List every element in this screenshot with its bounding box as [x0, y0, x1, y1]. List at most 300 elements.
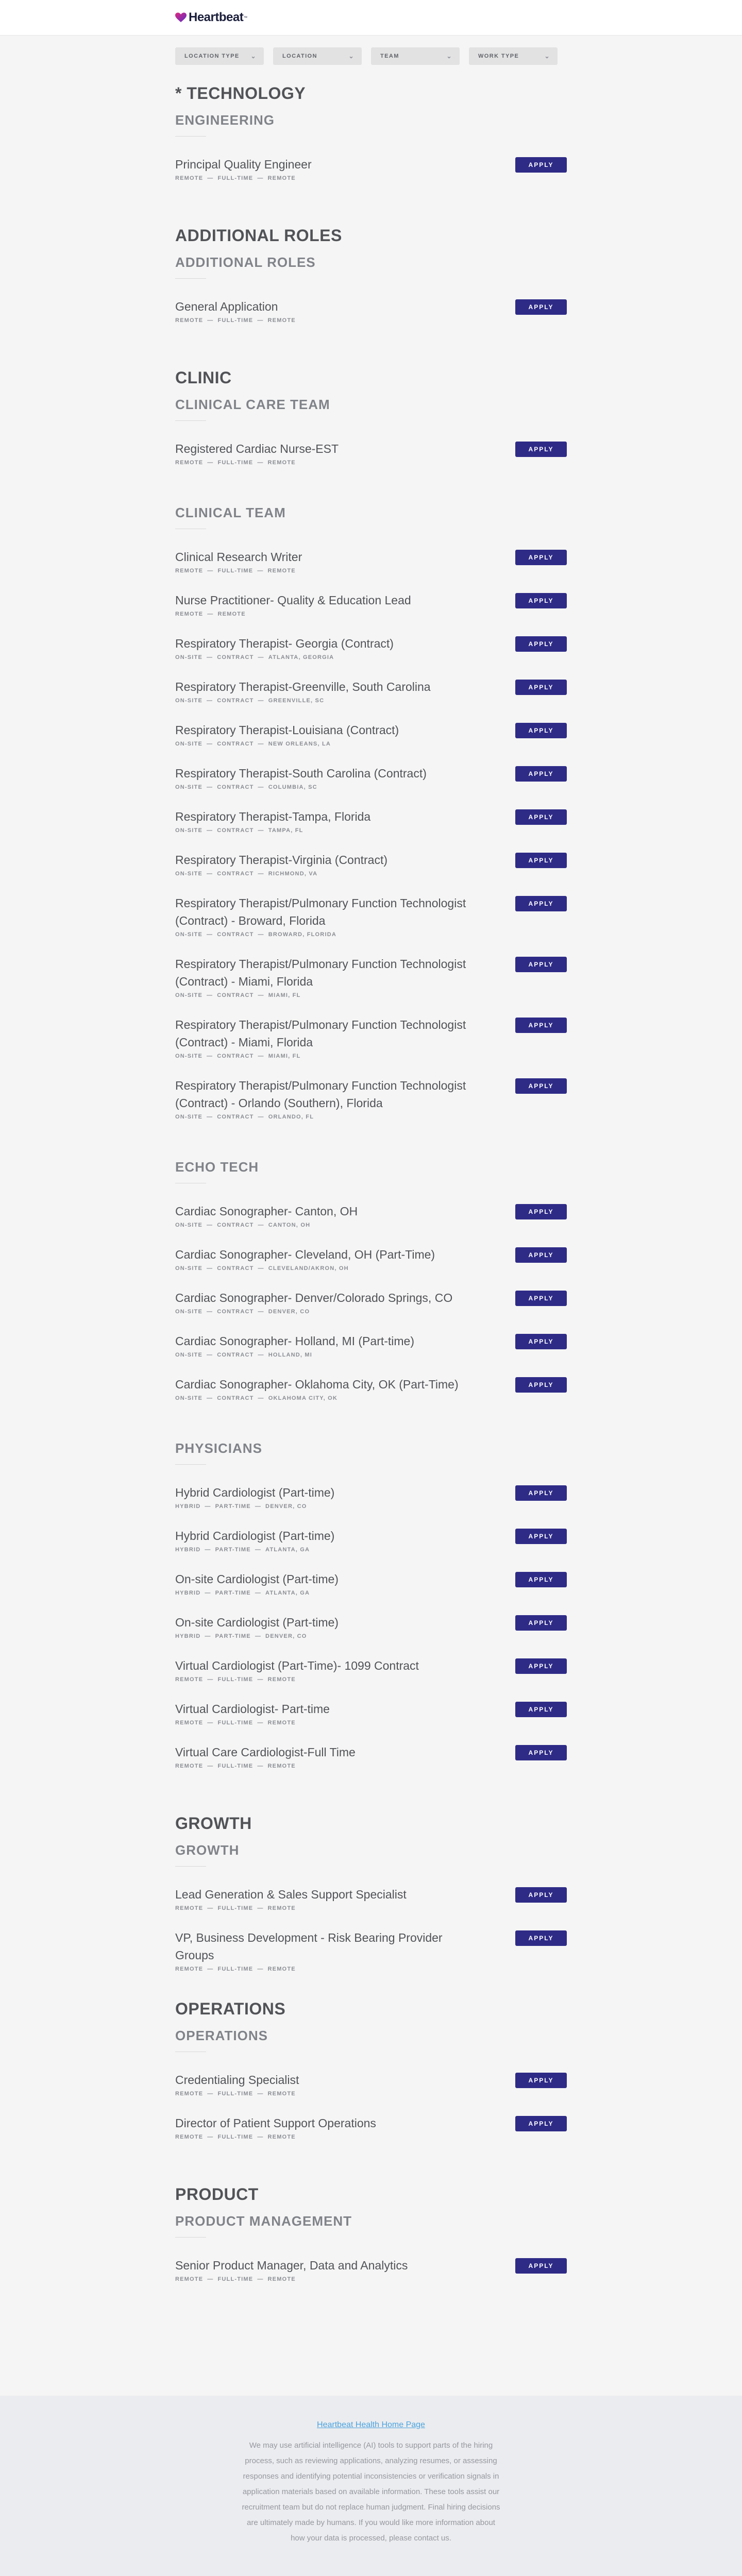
team-heading: CLINICAL CARE TEAM [175, 397, 330, 412]
meta-value: REMOTE [267, 460, 296, 466]
meta-separator: — [207, 1395, 213, 1401]
meta-separator: — [255, 1590, 262, 1596]
apply-button[interactable]: APPLY [515, 299, 567, 315]
meta-value: CONTRACT [217, 1114, 254, 1120]
job-posting[interactable] [175, 1332, 567, 1358]
meta-separator: — [258, 992, 264, 998]
job-posting[interactable] [175, 765, 567, 790]
meta-separator: — [207, 611, 214, 617]
apply-button[interactable]: APPLY [515, 680, 567, 695]
job-title[interactable]: Virtual Cardiologist (Part-Time)- 1099 Contract [175, 1659, 419, 1672]
meta-value: PART-TIME [215, 1547, 251, 1553]
meta-separator: — [207, 175, 214, 181]
meta-value: DENVER, CO [268, 1309, 310, 1315]
job-posting[interactable] [175, 156, 567, 181]
apply-button[interactable]: APPLY [515, 723, 567, 738]
meta-value: TAMPA, FL [268, 827, 303, 834]
meta-separator: — [257, 1720, 264, 1726]
meta-value: REMOTE [267, 2276, 296, 2282]
apply-button[interactable]: APPLY [515, 1887, 567, 1903]
apply-button[interactable]: APPLY [515, 636, 567, 652]
meta-value: REMOTE [267, 317, 296, 324]
meta-separator: — [258, 698, 264, 704]
job-meta [175, 1547, 567, 1553]
filter-bar [175, 47, 558, 65]
job-title[interactable]: Director of Patient Support Operations [175, 2116, 376, 2130]
meta-separator: — [207, 2134, 214, 2140]
job-title[interactable]: Respiratory Therapist-Tampa, Florida [175, 810, 371, 823]
meta-value: HYBRID [175, 1503, 201, 1510]
job-posting[interactable] [175, 2257, 567, 2282]
job-meta [175, 1633, 567, 1639]
meta-value: FULL-TIME [217, 1763, 254, 1769]
meta-separator: — [255, 1503, 262, 1510]
job-meta [175, 1222, 567, 1228]
logo-text: Heartbeat [189, 10, 244, 24]
team-heading: PRODUCT MANAGEMENT [175, 2213, 352, 2229]
job-title[interactable]: Registered Cardiac Nurse-EST [175, 442, 339, 455]
job-title[interactable]: On-site Cardiologist (Part-time) [175, 1616, 339, 1629]
meta-separator: — [255, 1547, 262, 1553]
apply-button[interactable]: APPLY [515, 766, 567, 782]
apply-button[interactable]: APPLY [515, 1078, 567, 1094]
meta-value: ON-SITE [175, 992, 203, 998]
chevron-down-icon: ⌄ [544, 53, 550, 60]
meta-value: MIAMI, FL [268, 992, 301, 998]
meta-value: REMOTE [267, 2091, 296, 2097]
job-title[interactable]: Clinical Research Writer [175, 550, 302, 564]
site-footer [0, 2396, 742, 2576]
apply-button[interactable]: APPLY [515, 957, 567, 972]
meta-value: CONTRACT [217, 784, 254, 790]
job-title[interactable]: Senior Product Manager, Data and Analytics [175, 2259, 408, 2272]
job-meta [175, 568, 567, 574]
job-posting[interactable] [175, 1570, 567, 1596]
apply-button[interactable]: APPLY [515, 1529, 567, 1544]
meta-value: ON-SITE [175, 741, 203, 747]
meta-value: FULL-TIME [217, 568, 254, 574]
meta-value: DENVER, CO [265, 1503, 307, 1510]
chevron-down-icon: ⌄ [446, 53, 452, 60]
apply-button[interactable]: APPLY [515, 853, 567, 868]
meta-value: REMOTE [267, 1966, 296, 1972]
job-meta [175, 1966, 567, 1972]
job-meta [175, 2091, 567, 2097]
meta-value: REMOTE [175, 2276, 204, 2282]
team-heading: ADDITIONAL ROLES [175, 255, 316, 270]
chevron-down-icon: ⌄ [250, 53, 257, 60]
meta-separator: — [258, 654, 264, 660]
job-meta [175, 175, 567, 181]
apply-button[interactable]: APPLY [515, 2258, 567, 2274]
job-title[interactable]: On-site Cardiologist (Part-time) [175, 1572, 339, 1586]
apply-button[interactable]: APPLY [515, 1018, 567, 1033]
meta-value: ON-SITE [175, 931, 203, 938]
meta-separator: — [207, 1053, 213, 1059]
meta-separator: — [258, 1265, 264, 1272]
job-meta [175, 1265, 567, 1272]
chevron-down-icon: ⌄ [348, 53, 355, 60]
meta-value: REMOTE [267, 568, 296, 574]
apply-button[interactable]: APPLY [515, 442, 567, 457]
job-meta [175, 317, 567, 324]
meta-separator: — [257, 2276, 264, 2282]
meta-value: ON-SITE [175, 1352, 203, 1358]
meta-separator: — [207, 1309, 213, 1315]
meta-separator: — [258, 741, 264, 747]
apply-button[interactable]: APPLY [515, 1658, 567, 1674]
apply-button[interactable]: APPLY [515, 1247, 567, 1263]
meta-separator: — [258, 871, 264, 877]
apply-button[interactable]: APPLY [515, 1485, 567, 1501]
job-title[interactable]: Cardiac Sonographer- Cleveland, OH (Part-Time) [175, 1248, 435, 1261]
meta-value: ATLANTA, GEORGIA [268, 654, 334, 660]
meta-value: REMOTE [175, 2091, 204, 2097]
job-title[interactable]: VP, Business Development - Risk Bearing Provider Groups [175, 1931, 443, 1962]
job-meta [175, 1395, 567, 1401]
job-posting[interactable] [175, 1016, 567, 1059]
meta-value: ORLANDO, FL [268, 1114, 314, 1120]
job-title[interactable]: Virtual Cardiologist- Part-time [175, 1702, 330, 1716]
meta-value: COLUMBIA, SC [268, 784, 317, 790]
job-meta [175, 1114, 567, 1120]
meta-value: FULL-TIME [217, 1720, 254, 1726]
meta-separator: — [207, 654, 213, 660]
meta-separator: — [257, 568, 264, 574]
meta-value: RICHMOND, VA [268, 871, 318, 877]
team-divider [175, 420, 206, 421]
job-posting[interactable] [175, 2114, 567, 2140]
job-title[interactable]: Cardiac Sonographer- Denver/Colorado Springs, CO [175, 1291, 453, 1304]
team-heading: ENGINEERING [175, 112, 275, 128]
meta-separator: — [207, 568, 214, 574]
meta-value: CONTRACT [217, 1309, 254, 1315]
job-posting[interactable] [175, 1700, 567, 1726]
meta-separator: — [207, 1222, 213, 1228]
apply-button[interactable]: APPLY [515, 1745, 567, 1760]
team-divider [175, 1866, 206, 1867]
job-title[interactable]: Cardiac Sonographer- Oklahoma City, OK (Part-Time) [175, 1378, 459, 1391]
meta-value: HYBRID [175, 1547, 201, 1553]
apply-button[interactable]: APPLY [515, 1377, 567, 1393]
department-heading: OPERATIONS [175, 1999, 286, 2018]
job-posting[interactable] [175, 851, 567, 877]
meta-value: ON-SITE [175, 698, 203, 704]
job-title[interactable]: Credentialing Specialist [175, 2073, 299, 2087]
job-title[interactable]: Hybrid Cardiologist (Part-time) [175, 1529, 335, 1543]
meta-separator: — [257, 1966, 264, 1972]
meta-value: REMOTE [175, 1905, 204, 1911]
job-meta [175, 2134, 567, 2140]
job-meta [175, 1352, 567, 1358]
job-meta [175, 460, 567, 466]
job-posting[interactable] [175, 1743, 567, 1769]
apply-button[interactable]: APPLY [515, 2073, 567, 2088]
meta-value: ATLANTA, GA [265, 1590, 310, 1596]
job-title[interactable]: Respiratory Therapist/Pulmonary Function Technologist (Contract) - Orlando (Southern), Florida [175, 1079, 466, 1110]
job-posting[interactable] [175, 1246, 567, 1272]
job-posting[interactable] [175, 1376, 567, 1401]
meta-separator: — [207, 1114, 213, 1120]
job-title[interactable]: Virtual Care Cardiologist-Full Time [175, 1745, 356, 1759]
meta-value: PART-TIME [215, 1590, 251, 1596]
meta-separator: — [258, 1309, 264, 1315]
meta-value: FULL-TIME [217, 2276, 254, 2282]
meta-value: ATLANTA, GA [265, 1547, 310, 1553]
meta-value: HYBRID [175, 1590, 201, 1596]
meta-value: FULL-TIME [217, 1905, 254, 1911]
job-posting[interactable] [175, 1929, 567, 1972]
meta-value: REMOTE [175, 1966, 204, 1972]
meta-separator: — [207, 2276, 214, 2282]
job-posting[interactable] [175, 635, 567, 660]
meta-separator: — [207, 1352, 213, 1358]
meta-value: ON-SITE [175, 1222, 203, 1228]
job-title[interactable]: Nurse Practitioner- Quality & Education Lead [175, 594, 411, 607]
job-posting[interactable] [175, 1527, 567, 1553]
apply-button[interactable]: APPLY [515, 896, 567, 911]
job-posting[interactable] [175, 1484, 567, 1510]
ai-disclosure-text: We may use artificial intelligence (AI) tools to support parts of the hiring process, such as reviewing applications, analyzing resumes, or assessing responses and identifying potential inconsistencies or verification signals in application materials based on available information. These tools assist our recruitment team but do not replace human judgment. Final hiring decisions are ultimately made by humans. If you would like more information about how your data is processed, please contact us. [242, 2441, 500, 2543]
department-heading: ADDITIONAL ROLES [175, 226, 342, 245]
meta-separator: — [257, 1763, 264, 1769]
meta-separator: — [258, 1352, 264, 1358]
meta-separator: — [207, 827, 213, 834]
apply-button[interactable]: APPLY [515, 1204, 567, 1219]
meta-value: ON-SITE [175, 1309, 203, 1315]
department-heading: PRODUCT [175, 2185, 259, 2204]
apply-button[interactable]: APPLY [515, 809, 567, 825]
job-posting[interactable] [175, 1289, 567, 1315]
meta-value: FULL-TIME [217, 2091, 254, 2097]
job-posting[interactable] [175, 1657, 567, 1683]
meta-value: CONTRACT [217, 741, 254, 747]
meta-separator: — [207, 1720, 214, 1726]
meta-value: FULL-TIME [217, 1966, 254, 1972]
meta-separator: — [207, 1763, 214, 1769]
meta-value: CONTRACT [217, 698, 254, 704]
meta-separator: — [207, 1676, 214, 1683]
job-title[interactable]: Lead Generation & Sales Support Specialist [175, 1888, 407, 1901]
meta-value: PART-TIME [215, 1503, 251, 1510]
job-meta [175, 1053, 567, 1059]
meta-value: REMOTE [217, 611, 246, 617]
job-meta [175, 1503, 567, 1510]
team-heading: OPERATIONS [175, 2028, 268, 2043]
meta-separator: — [207, 1905, 214, 1911]
job-posting[interactable] [175, 1614, 567, 1639]
job-posting[interactable] [175, 808, 567, 834]
meta-separator: — [207, 1265, 213, 1272]
meta-value: REMOTE [175, 568, 204, 574]
job-meta [175, 1763, 567, 1769]
apply-button[interactable]: APPLY [515, 1702, 567, 1717]
apply-button[interactable]: APPLY [515, 593, 567, 608]
meta-separator: — [207, 741, 213, 747]
meta-separator: — [257, 1905, 264, 1911]
meta-value: HYBRID [175, 1633, 201, 1639]
heartbeat-logo[interactable] [175, 10, 247, 25]
filter-location-type[interactable] [175, 47, 264, 65]
job-title[interactable]: Respiratory Therapist/Pulmonary Function Technologist (Contract) - Broward, Florida [175, 896, 466, 927]
meta-value: REMOTE [175, 1720, 204, 1726]
meta-separator: — [207, 871, 213, 877]
meta-value: CONTRACT [217, 1053, 254, 1059]
meta-value: REMOTE [175, 1676, 204, 1683]
meta-value: FULL-TIME [217, 317, 254, 324]
job-posting[interactable] [175, 440, 567, 466]
job-title[interactable]: Respiratory Therapist-South Carolina (Contract) [175, 767, 427, 780]
job-posting[interactable] [175, 678, 567, 704]
job-posting[interactable] [175, 548, 567, 574]
meta-separator: — [207, 698, 213, 704]
meta-value: REMOTE [267, 2134, 296, 2140]
filter-team[interactable] [371, 47, 460, 65]
job-posting[interactable] [175, 591, 567, 617]
job-title[interactable]: Respiratory Therapist-Virginia (Contract) [175, 853, 388, 867]
job-title[interactable]: Respiratory Therapist/Pulmonary Function Technologist (Contract) - Miami, Florida [175, 957, 466, 988]
meta-value: ON-SITE [175, 1395, 203, 1401]
meta-separator: — [205, 1590, 211, 1596]
apply-button[interactable]: APPLY [515, 2116, 567, 2131]
meta-value: CONTRACT [217, 654, 254, 660]
job-posting[interactable] [175, 955, 567, 998]
job-posting[interactable] [175, 721, 567, 747]
meta-value: CONTRACT [217, 827, 254, 834]
meta-value: NEW ORLEANS, LA [268, 741, 331, 747]
meta-separator: — [207, 992, 213, 998]
job-posting[interactable] [175, 894, 567, 938]
apply-button[interactable]: APPLY [515, 550, 567, 565]
meta-value: CONTRACT [217, 992, 254, 998]
job-title[interactable]: General Application [175, 300, 278, 313]
filter-location[interactable] [273, 47, 362, 65]
department-heading: * TECHNOLOGY [175, 84, 306, 103]
meta-value: CONTRACT [217, 1395, 254, 1401]
meta-value: PART-TIME [215, 1633, 251, 1639]
meta-value: CANTON, OH [268, 1222, 311, 1228]
trademark-mark: ™ [243, 15, 248, 20]
apply-button[interactable]: APPLY [515, 1572, 567, 1587]
meta-separator: — [257, 317, 264, 324]
meta-value: ON-SITE [175, 871, 203, 877]
meta-value: CONTRACT [217, 1265, 254, 1272]
team-heading: CLINICAL TEAM [175, 505, 286, 520]
job-meta [175, 1720, 567, 1726]
meta-separator: — [207, 317, 214, 324]
job-title[interactable]: Respiratory Therapist-Louisiana (Contract) [175, 723, 399, 737]
meta-value: REMOTE [175, 175, 204, 181]
job-meta [175, 1590, 567, 1596]
meta-value: ON-SITE [175, 654, 203, 660]
home-page-link[interactable]: Heartbeat Health Home Page [317, 2420, 425, 2429]
meta-separator: — [258, 931, 264, 938]
job-title[interactable]: Cardiac Sonographer- Canton, OH [175, 1205, 358, 1218]
job-meta [175, 1676, 567, 1683]
meta-value: MIAMI, FL [268, 1053, 301, 1059]
meta-value: CONTRACT [217, 1352, 254, 1358]
meta-separator: — [207, 931, 213, 938]
meta-separator: — [257, 2134, 264, 2140]
meta-value: CONTRACT [217, 1222, 254, 1228]
meta-value: FULL-TIME [217, 175, 254, 181]
job-meta [175, 1309, 567, 1315]
filter-label: LOCATION TYPE [184, 53, 240, 59]
meta-separator: — [255, 1633, 262, 1639]
department-heading: GROWTH [175, 1814, 252, 1833]
meta-value: GREENVILLE, SC [268, 698, 325, 704]
meta-value: ON-SITE [175, 784, 203, 790]
team-heading: PHYSICIANS [175, 1440, 262, 1456]
job-meta [175, 654, 567, 660]
team-heading: ECHO TECH [175, 1159, 259, 1175]
meta-separator: — [258, 1053, 264, 1059]
team-heading: GROWTH [175, 1842, 240, 1858]
job-posting[interactable] [175, 1202, 567, 1228]
meta-value: ON-SITE [175, 1053, 203, 1059]
filter-work-type[interactable] [469, 47, 558, 65]
meta-separator: — [205, 1547, 211, 1553]
job-meta [175, 931, 567, 938]
apply-button[interactable]: APPLY [515, 157, 567, 173]
team-divider [175, 1464, 206, 1465]
meta-value: BROWARD, FLORIDA [268, 931, 336, 938]
meta-value: DENVER, CO [265, 1633, 307, 1639]
job-posting[interactable] [175, 1886, 567, 1911]
job-posting[interactable] [175, 1077, 567, 1120]
meta-separator: — [207, 460, 214, 466]
meta-value: REMOTE [175, 317, 204, 324]
filter-label: LOCATION [282, 53, 317, 59]
job-posting[interactable] [175, 2071, 567, 2097]
meta-value: REMOTE [267, 1763, 296, 1769]
meta-separator: — [258, 1222, 264, 1228]
job-meta [175, 2276, 567, 2282]
job-meta [175, 992, 567, 998]
job-meta [175, 1905, 567, 1911]
meta-separator: — [207, 2091, 214, 2097]
job-title[interactable]: Principal Quality Engineer [175, 158, 312, 171]
job-title[interactable]: Hybrid Cardiologist (Part-time) [175, 1486, 335, 1499]
job-title[interactable]: Respiratory Therapist/Pulmonary Function Technologist (Contract) - Miami, Florida [175, 1018, 466, 1049]
job-title[interactable]: Respiratory Therapist-Greenville, South Carolina [175, 680, 431, 693]
meta-value: CONTRACT [217, 931, 254, 938]
apply-button[interactable]: APPLY [515, 1615, 567, 1631]
apply-button[interactable]: APPLY [515, 1334, 567, 1349]
meta-value: REMOTE [175, 1763, 204, 1769]
meta-value: REMOTE [267, 1720, 296, 1726]
job-title[interactable]: Cardiac Sonographer- Holland, MI (Part-time) [175, 1334, 415, 1348]
apply-button[interactable]: APPLY [515, 1291, 567, 1306]
meta-value: FULL-TIME [217, 460, 254, 466]
job-meta [175, 611, 567, 617]
heart-icon [175, 12, 187, 23]
meta-value: CLEVELAND/AKRON, OH [268, 1265, 349, 1272]
job-title[interactable]: Respiratory Therapist- Georgia (Contract) [175, 637, 394, 650]
apply-button[interactable]: APPLY [515, 1930, 567, 1946]
job-posting[interactable] [175, 298, 567, 324]
meta-separator: — [205, 1503, 211, 1510]
meta-value: FULL-TIME [217, 1676, 254, 1683]
meta-value: REMOTE [175, 460, 204, 466]
meta-separator: — [207, 784, 213, 790]
meta-value: HOLLAND, MI [268, 1352, 313, 1358]
team-divider [175, 2237, 206, 2238]
filter-label: WORK TYPE [478, 53, 519, 59]
meta-separator: — [258, 1395, 264, 1401]
job-meta [175, 784, 567, 790]
department-heading: CLINIC [175, 368, 232, 387]
